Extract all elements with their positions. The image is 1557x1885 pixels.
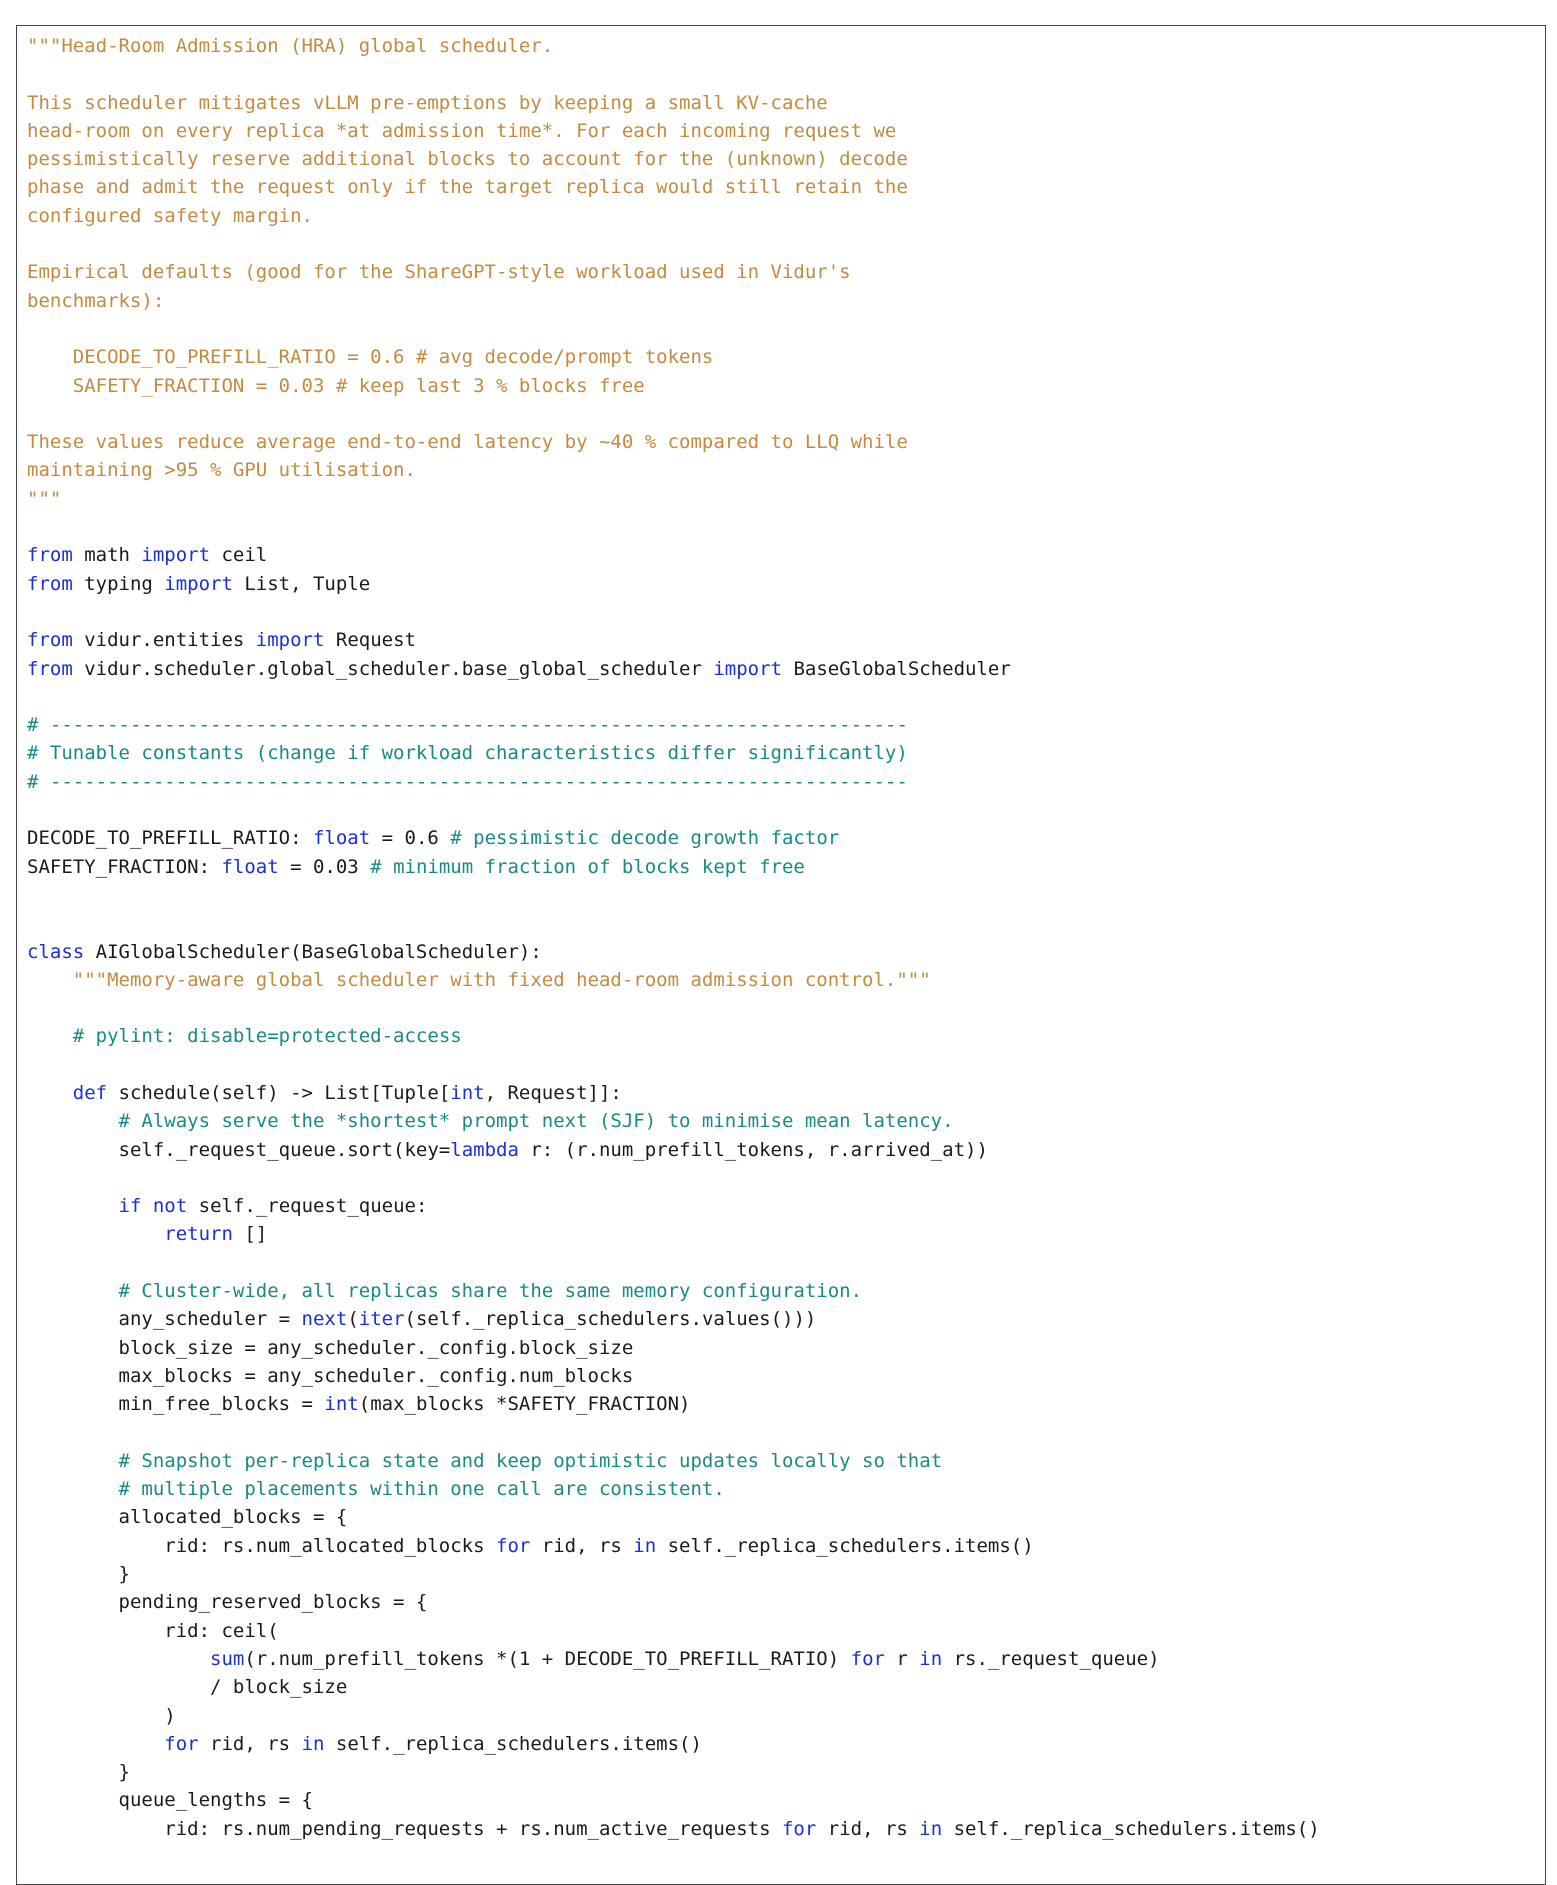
code-token: (max_blocks *SAFETY_FRACTION) — [358, 1393, 691, 1416]
code-line — [27, 1475, 1320, 1503]
keyword-token: def — [72, 1081, 108, 1104]
code-token: AIGlobalScheduler(BaseGlobalScheduler): — [84, 940, 542, 963]
code-token: / block_size — [27, 1676, 348, 1699]
code-line — [27, 1702, 1320, 1730]
code-line — [27, 1051, 1320, 1079]
comment-token: # minimum fraction of blocks kept free — [370, 855, 805, 878]
code-line — [27, 400, 1320, 428]
code-token: min_free_blocks = — [27, 1393, 325, 1416]
code-token: } — [27, 1761, 130, 1784]
keyword-token: import — [713, 657, 782, 680]
code-token — [27, 1648, 210, 1670]
code-line — [27, 881, 1320, 909]
code-token: (self._replica_schedulers.values())) — [404, 1308, 817, 1331]
code-line — [27, 230, 1320, 258]
code-line — [27, 966, 1320, 994]
code-token: schedule(self) -> List[Tuple[ — [107, 1081, 451, 1104]
keyword-token: in — [301, 1732, 325, 1755]
code-line — [27, 173, 1320, 201]
docstring-token: benchmarks): — [27, 289, 165, 312]
code-token: rid, rs — [198, 1732, 302, 1755]
code-token: vidur.scheduler.global_scheduler.base_global_scheduler — [72, 657, 714, 680]
code-line — [27, 485, 1320, 513]
code-token — [27, 1082, 73, 1104]
keyword-token: for — [850, 1647, 885, 1670]
code-token: r — [884, 1647, 920, 1670]
code-token: DECODE_TO_PREFILL_RATIO: — [27, 827, 313, 850]
comment-token: # Always serve the *shortest* prompt next (SJF) to minimise mean latency. — [118, 1110, 954, 1133]
code-line — [27, 60, 1320, 88]
code-token — [27, 1280, 119, 1302]
code-token: vidur.entities — [72, 629, 256, 652]
code-line — [27, 1390, 1320, 1418]
code-line — [27, 372, 1320, 400]
code-token: any_scheduler = — [27, 1308, 302, 1331]
comment-token: # Cluster-wide, all replicas share the same memory configuration. — [118, 1280, 863, 1303]
code-line — [27, 32, 1320, 60]
code-token — [27, 1223, 164, 1245]
code-line — [27, 258, 1320, 286]
code-line — [27, 1362, 1320, 1390]
code-token: rid: ceil( — [27, 1619, 279, 1642]
code-line — [27, 909, 1320, 937]
code-line — [27, 994, 1320, 1022]
keyword-token: float — [312, 827, 371, 850]
keyword-token: int — [450, 1081, 485, 1104]
code-token: self._request_queue: — [187, 1195, 428, 1218]
code-line — [27, 1447, 1320, 1475]
code-line — [27, 1758, 1320, 1786]
comment-token: # Tunable constants (change if workload characteristics differ significantly) — [27, 742, 908, 765]
keyword-token: if — [118, 1195, 142, 1218]
code-line — [27, 1419, 1320, 1447]
comment-token: # Snapshot per-replica state and keep optimistic updates locally so that — [118, 1449, 943, 1472]
code-line — [27, 655, 1320, 683]
keyword-token: float — [221, 855, 279, 878]
code-line — [27, 1022, 1320, 1050]
code-line — [27, 1560, 1320, 1588]
code-token: rs._request_queue) — [942, 1647, 1160, 1670]
docstring-token: head-room on every replica *at admission time*. For each incoming request we — [27, 119, 897, 142]
code-line — [27, 541, 1320, 569]
code-line — [27, 1588, 1320, 1616]
code-token: , Request]]: — [484, 1081, 622, 1104]
code-line — [27, 428, 1320, 456]
code-token — [27, 1110, 119, 1132]
keyword-token: from — [27, 572, 73, 595]
code-token: (r.num_prefill_tokens *(1 + DECODE_TO_PREFILL_RATIO) — [244, 1647, 851, 1670]
code-line — [27, 570, 1320, 598]
code-line — [27, 1305, 1320, 1333]
code-line — [27, 1617, 1320, 1645]
docstring-token: DECODE_TO_PREFILL_RATIO = 0.6 # avg decode/prompt tokens — [27, 346, 714, 369]
code-token: self._request_queue.sort(key= — [27, 1138, 451, 1161]
code-line — [27, 1136, 1320, 1164]
code-line — [27, 1786, 1320, 1814]
comment-token: # multiple placements within one call are consistent. — [118, 1478, 725, 1501]
code-token — [27, 1733, 164, 1755]
docstring-token: These values reduce average end-to-end latency by ~40 % compared to LLQ while — [27, 431, 908, 454]
keyword-token: in — [919, 1817, 943, 1840]
code-line — [27, 711, 1320, 739]
code-line — [27, 1220, 1320, 1248]
code-token — [27, 1025, 73, 1047]
docstring-token: phase and admit the request only if the target replica would still retain the — [27, 176, 908, 199]
code-token: List, Tuple — [232, 572, 371, 595]
code-line — [27, 1079, 1320, 1107]
code-token: rid, rs — [530, 1534, 634, 1557]
code-line — [27, 683, 1320, 711]
code-token: self._replica_schedulers.items() — [942, 1817, 1320, 1840]
docstring-token: This scheduler mitigates vLLM pre-emptions by keeping a small KV-cache — [27, 91, 828, 114]
code-token — [27, 1450, 119, 1472]
code-token: rid: rs.num_allocated_blocks — [27, 1534, 496, 1557]
code-line — [27, 315, 1320, 343]
keyword-token: import — [255, 629, 325, 652]
comment-token: # --------------------------------------------------------------------------- — [27, 714, 908, 737]
code-line — [27, 1334, 1320, 1362]
code-token: Request — [324, 629, 416, 652]
code-token: rid, rs — [816, 1817, 920, 1840]
code-line — [27, 117, 1320, 145]
keyword-token: from — [27, 657, 73, 680]
keyword-token: lambda — [450, 1138, 519, 1161]
code-token — [141, 1195, 152, 1217]
keyword-token: iter — [358, 1308, 405, 1331]
keyword-token: class — [27, 940, 85, 963]
docstring-token: maintaining >95 % GPU utilisation. — [27, 459, 416, 482]
docstring-token: configured safety margin. — [27, 204, 313, 227]
code-token — [27, 1478, 119, 1500]
docstring-token: pessimistically reserve additional blocks to account for the (unknown) decode — [27, 148, 908, 171]
code-token: [] — [232, 1223, 268, 1246]
code-token: rid: rs.num_pending_requests + rs.num_active_requests — [27, 1817, 782, 1840]
code-line — [27, 1673, 1320, 1701]
code-line — [27, 796, 1320, 824]
docstring-token: SAFETY_FRACTION = 0.03 # keep last 3 % blocks free — [27, 374, 645, 397]
code-token: } — [27, 1563, 130, 1586]
keyword-token: int — [324, 1393, 359, 1416]
code-token: ceil — [210, 544, 268, 567]
code-line — [27, 1192, 1320, 1220]
code-token: block_size = any_scheduler._config.block_size — [27, 1336, 634, 1359]
code-token: self._replica_schedulers.items() — [656, 1534, 1034, 1557]
code-line — [27, 598, 1320, 626]
code-token: r: (r.num_prefill_tokens, r.arrived_at)) — [518, 1138, 988, 1161]
code-line — [27, 1730, 1320, 1758]
code-line — [27, 768, 1320, 796]
code-token — [27, 1195, 119, 1217]
code-token: ( — [347, 1308, 359, 1331]
code-token: typing — [72, 572, 165, 595]
docstring-token: """Memory-aware global scheduler with fixed head-room admission control.""" — [72, 968, 931, 991]
docstring-token: Empirical defaults (good for the ShareGPT-style workload used in Vidur's — [27, 261, 851, 284]
keyword-token: import — [164, 572, 233, 595]
code-token: SAFETY_FRACTION: — [27, 855, 222, 878]
code-line — [27, 1532, 1320, 1560]
code-line — [27, 1164, 1320, 1192]
keyword-token: in — [633, 1534, 657, 1557]
keyword-token: for — [781, 1817, 817, 1840]
code-token: math — [72, 544, 142, 567]
code-line — [27, 938, 1320, 966]
keyword-token: sum — [210, 1647, 245, 1670]
code-token: ) — [27, 1704, 176, 1727]
code-line — [27, 1815, 1320, 1843]
code-token — [27, 969, 73, 991]
code-token: queue_lengths = { — [27, 1789, 313, 1812]
comment-token: # --------------------------------------------------------------------------- — [27, 770, 908, 793]
keyword-token: from — [27, 544, 73, 567]
comment-token: # pylint: disable=protected-access — [72, 1025, 462, 1048]
code-frame — [16, 25, 1546, 1885]
code-line — [27, 456, 1320, 484]
code-token: max_blocks = any_scheduler._config.num_blocks — [27, 1364, 634, 1387]
code-token: pending_reserved_blocks = { — [27, 1591, 428, 1614]
keyword-token: for — [496, 1534, 531, 1557]
code-line — [27, 1645, 1320, 1673]
code-line — [27, 853, 1320, 881]
code-line — [27, 145, 1320, 173]
code-line — [27, 287, 1320, 315]
code-line — [27, 89, 1320, 117]
code-line — [27, 202, 1320, 230]
code-token: = 0.03 — [278, 855, 371, 878]
docstring-token: """ — [27, 487, 62, 510]
code-line — [27, 1503, 1320, 1531]
keyword-token: in — [919, 1647, 943, 1670]
code-token: = 0.6 — [370, 827, 451, 850]
code-line — [27, 626, 1320, 654]
keyword-token: for — [164, 1732, 199, 1755]
code-token: BaseGlobalScheduler — [782, 657, 1011, 680]
code-token: self._replica_schedulers.items() — [324, 1732, 702, 1755]
docstring-token: """Head-Room Admission (HRA) global scheduler. — [27, 35, 554, 57]
keyword-token: return — [164, 1223, 233, 1246]
keyword-token: from — [27, 629, 73, 652]
keyword-token: next — [301, 1308, 348, 1331]
code-line — [27, 513, 1320, 541]
keyword-token: import — [141, 544, 211, 567]
code-line — [27, 1277, 1320, 1305]
code-line — [27, 1107, 1320, 1135]
code-line — [27, 739, 1320, 767]
code-line — [27, 343, 1320, 371]
code-block — [27, 32, 1320, 1843]
code-token: allocated_blocks = { — [27, 1506, 348, 1529]
code-line — [27, 824, 1320, 852]
code-line — [27, 1249, 1320, 1277]
comment-token: # pessimistic decode growth factor — [450, 827, 840, 850]
keyword-token: not — [152, 1195, 188, 1218]
